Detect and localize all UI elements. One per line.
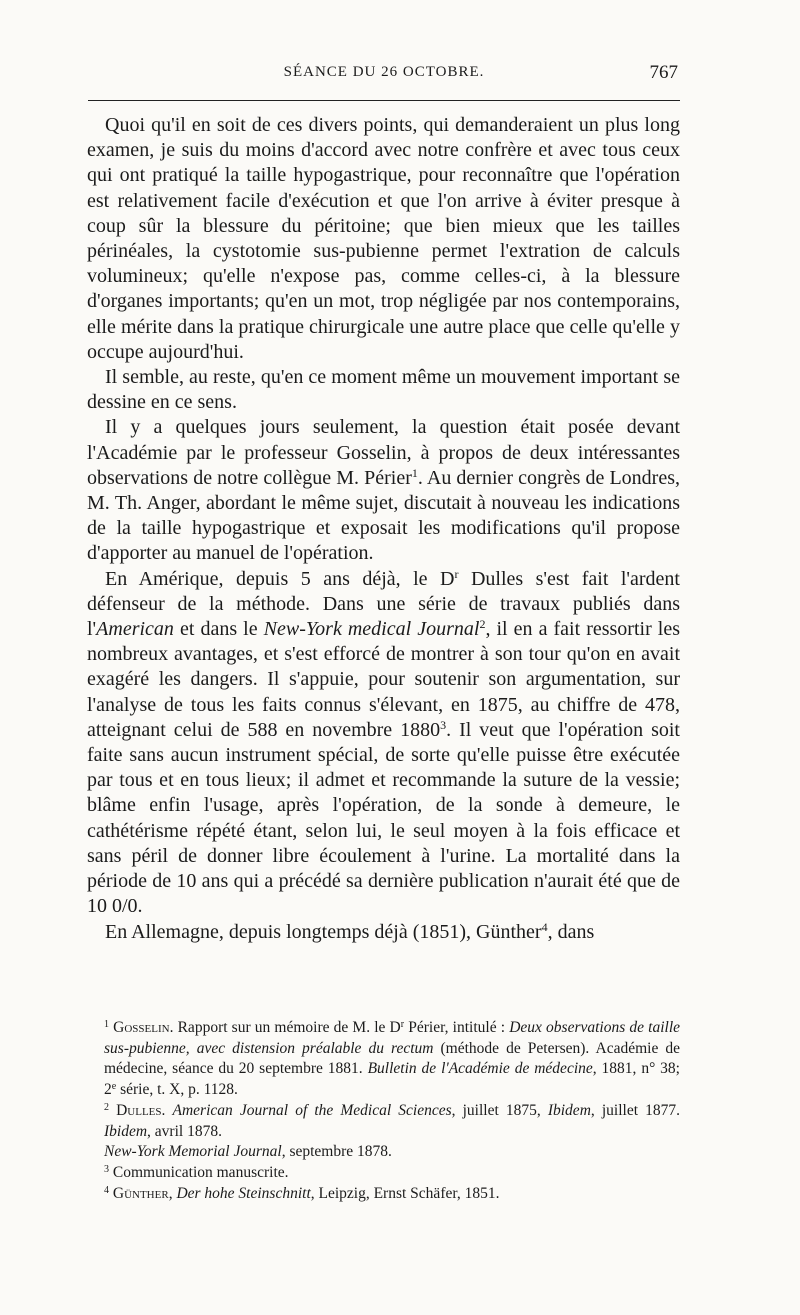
footnote-1-bulletin: Bulletin de l'Académie de médecine (367, 1060, 593, 1078)
paragraph-4-text-b: Dulles s'est fait l'ardent défenseur de la méthode. Dans une série de travaux publiés dans l' (87, 567, 680, 641)
footnote-1-author: Gosselin. (113, 1019, 174, 1036)
footnotes (104, 1018, 680, 1204)
footnote-2-ny-memorial: New-York Memorial Journal (104, 1143, 282, 1161)
footnote-4-mark: 4 (104, 1184, 109, 1196)
footnote-1-text-d: , 1881, n° 38; 2 (104, 1060, 680, 1099)
paragraph-3-text-b: . Au dernier congrès de Londres, M. Th. Anger, abordant le même sujet, discutait à nouveau les indications de la taille hypogastrique et exposait les modifications qu'il propose d'apporter au manuel de l'opération. (87, 466, 680, 565)
footnote-4 (104, 1184, 680, 1205)
footnote-1-superscript-r: r (400, 1019, 405, 1030)
paragraph-2: Il semble, au reste, qu'en ce moment même un mouvement important se dessine en ce sens. (87, 366, 680, 414)
footnote-3-text: Communication manuscrite. (109, 1163, 289, 1181)
page-header (88, 62, 680, 86)
body-text (87, 113, 680, 945)
paragraph-4 (87, 567, 680, 920)
footnote-2-continuation (104, 1142, 680, 1163)
footnote-1-text-c: (méthode de Petersen). Académie de médecine, séance du 20 septembre 1881. (104, 1039, 680, 1078)
footnote-2-ibidem-2: Ibidem (104, 1122, 148, 1140)
paragraph-4-text-d: , il en a fait ressortir les nombreux avantages, et s'est efforcé de montrer à son tour qu'on en avait exagéré les dangers. Il s'appuie, pour soutenir son argumentation, sur l'analyse de tous les faits connus s'élevant, en 1875, au chiffre de 478, atteignant celui de 588 en novembre 1880 (87, 618, 680, 741)
paragraph-3 (87, 415, 680, 566)
header-rule (88, 100, 680, 101)
footnote-2-text-a: , juillet 1875, (451, 1101, 548, 1119)
footnote-4-text-a: , (168, 1184, 177, 1202)
footnote-1-text-b: Périer, intitulé : (404, 1019, 510, 1036)
doctor-abbrev-superscript: r (454, 566, 459, 581)
footnote-4-title: Der hohe Steinschnitt (176, 1184, 311, 1202)
footnote-2 (104, 1101, 680, 1142)
footnote-4-text-b: , Leipzig, Ernst Schäfer, 1851. (310, 1184, 500, 1202)
footnote-ref-3: 3 (440, 717, 447, 732)
footnote-1-superscript-e: e (111, 1081, 117, 1093)
paragraph-3-text-a: Il y a quelques jours seulement, la question était posée devant l'Académie par le professeur Gosselin, à propos de deux intéressantes observations de notre collègue M. Périer (87, 416, 680, 489)
paragraph-5 (87, 920, 680, 945)
paragraph-5-text-a: En Allemagne, depuis longtemps déjà (1851), Günther (105, 920, 542, 943)
journal-new-york-medical: New-York medical Journal (263, 618, 480, 641)
page-number: 767 (649, 62, 678, 83)
footnote-1-title: Deux observations de taille sus-pubienne, avec distension préalable du rectum (104, 1019, 681, 1057)
footnote-1-text-e: série, t. X, p. 1128. (116, 1081, 238, 1099)
paragraph-4-text-a: En Amérique, depuis 5 ans déjà, le D (105, 567, 455, 590)
paragraph-4-text-c: et dans le (173, 618, 264, 641)
footnote-2-journal: American Journal of the Medical Sciences (172, 1101, 452, 1119)
paragraph-4-text-e: . Il veut que l'opération soit faite sans aucun instrument spécial, de sorte qu'elle puisse être exécutée par tous et en tous lieux; il admet et recommande la suture de la vessie; blâme enfin l'usage, après l'opération, de la sonde à demeure, le cathétérisme répété étant, selon lui, le seul moyen à la fois efficace et sans péril de donner libre écoulement à l'urine. La mortalité dans la période de 10 ans qui a précédé sa dernière publication n'aurait été que de 10 0/0. (87, 718, 680, 918)
footnote-2-ibidem-1: Ibidem (547, 1101, 591, 1119)
footnote-2-text-b: , juillet 1877. (590, 1101, 681, 1119)
footnote-1-text-a: Rapport sur un mémoire de M. le D (173, 1019, 401, 1036)
journal-american: American (96, 618, 174, 641)
footnote-1 (104, 1018, 680, 1101)
paragraph-5-text-b: , dans (547, 920, 595, 943)
footnote-ref-1: 1 (411, 465, 418, 480)
footnote-2-author: Dulles. (116, 1101, 166, 1119)
footnote-2-mark: 2 (104, 1101, 109, 1113)
footnote-ref-2: 2 (479, 617, 486, 632)
footnote-2-text-d: , septembre 1878. (281, 1143, 392, 1161)
paragraph-1: Quoi qu'il en soit de ces divers points, qui demanderaient un plus long examen, je suis du moins d'accord avec notre confrère et avec tous ceux qui ont pratiqué la taille hypogastrique, pour reconnaître que l'opération est relativement facile d'exécution et que l'on arrive à éviter presque à coup sûr la blessure du péritoine; que bien mieux que les tailles périnéales, la cystotomie sus-pubienne permet l'extration de calculs volumineux; qu'elle n'expose pas, comme celles-ci, à la blessure d'organes importants; qu'en un mot, trop négligée par nos contemporains, elle mérite dans la pratique chirurgicale une autre place que celle qu'elle y occupe aujourd'hui. (87, 114, 680, 363)
running-head: SÉANCE DU 26 OCTOBRE. (283, 64, 485, 80)
footnote-1-mark: 1 (104, 1019, 109, 1030)
footnote-2-text-c: , avril 1878. (147, 1122, 222, 1140)
footnote-4-author: Günther (112, 1184, 169, 1202)
footnote-ref-4: 4 (541, 919, 548, 934)
footnote-3-mark: 3 (104, 1163, 109, 1175)
footnote-3 (104, 1163, 680, 1184)
